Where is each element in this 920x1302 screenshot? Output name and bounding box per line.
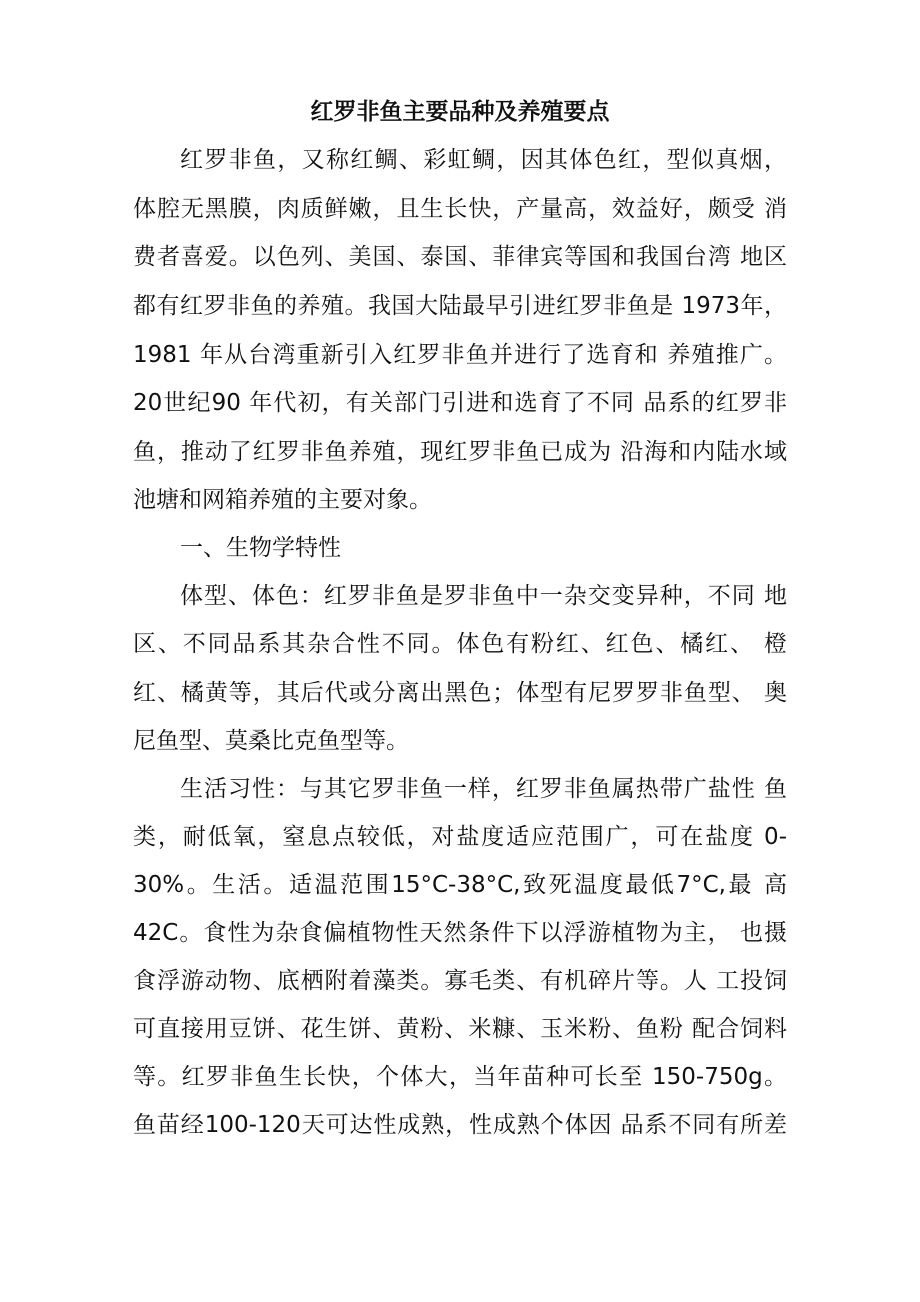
paragraph-3-line-7: 等。红罗非鱼生长快，个体大，当年苗种可长至 150-750g。 — [133, 1064, 787, 1090]
paragraph-3-line-4: 42C。食性为杂食偏植物性天然条件下以浮游植物为主， 也摄 — [133, 920, 787, 946]
paragraph-2-line-3: 红、橘黄等，其后代或分离出黑色；体型有尼罗罗非鱼型、 奥 — [133, 680, 787, 706]
paragraph-2-line-2: 区、不同品系其杂合性不同。体色有粉红、红色、橘红、 橙 — [133, 631, 787, 657]
paragraph-2-line-1: 体型、体色：红罗非鱼是罗非鱼中一杂交变异种，不同 地 — [180, 583, 787, 609]
section-heading: 一、生物学特性 — [180, 535, 341, 561]
paragraph-2-line-4: 尼鱼型、莫桑比克鱼型等。 — [133, 728, 409, 754]
paragraph-3-line-1: 生活习性：与其它罗非鱼一样，红罗非鱼属热带广盐性 鱼 — [180, 776, 787, 802]
paragraph-3-line-5: 食浮游动物、底栖附着藻类。寡毛类、有机碎片等。人 工投饲 — [133, 968, 787, 994]
paragraph-3-line-6: 可直接用豆饼、花生饼、黄粉、米糠、玉米粉、鱼粉 配合饲料 — [133, 1016, 787, 1042]
paragraph-1-line-3: 费者喜爱。以色列、美国、泰国、菲律宾等国和我国台湾 地区 — [133, 244, 787, 270]
paragraph-1-line-2: 体腔无黑膜，肉质鲜嫩，且生长快，产量高，效益好，颇受 消 — [133, 196, 787, 222]
paragraph-3-line-3: 30%。生活。适温范围15°C-38°C,致死温度最低7°C,最 高 — [133, 872, 787, 898]
paragraph-1-line-4: 都有红罗非鱼的养殖。我国大陆最早引进红罗非鱼是 1973年， — [133, 293, 787, 319]
paragraph-1-line-6: 20世纪90 年代初，有关部门引进和选育了不同 品系的红罗非 — [133, 390, 787, 416]
paragraph-3-line-8: 鱼苗经100-120天可达性成熟，性成熟个体因 品系不同有所差 — [133, 1112, 787, 1138]
paragraph-1-line-5: 1981 年从台湾重新引入红罗非鱼并进行了选育和 养殖推广。 — [133, 342, 787, 368]
paragraph-1-line-8: 池塘和网箱养殖的主要对象。 — [133, 487, 432, 513]
document-title: 红罗非鱼主要品种及养殖要点 — [310, 99, 610, 125]
paragraph-3-line-2: 类，耐低氧，窒息点较低，对盐度适应范围广，可在盐度 0- — [133, 824, 787, 850]
paragraph-1-line-1: 红罗非鱼，又称红鲷、彩虹鲷，因其体色红，型似真烟， — [180, 147, 787, 173]
paragraph-1-line-7: 鱼，推动了红罗非鱼养殖，现红罗非鱼已成为 沿海和内陆水域 — [133, 439, 787, 465]
